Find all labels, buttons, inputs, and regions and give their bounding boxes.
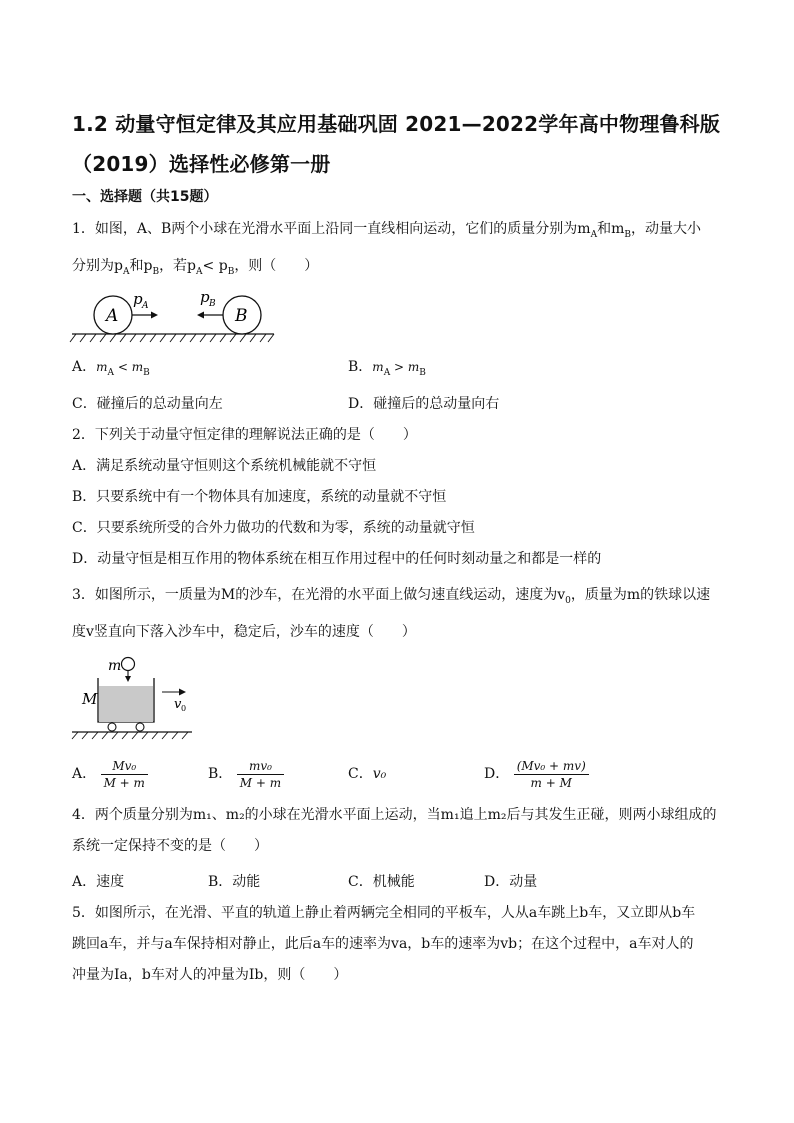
q3-option-d-den: m + M: [530, 775, 572, 790]
q1-option-b-sub2: B: [419, 367, 426, 378]
q1-sub-b: B: [624, 229, 631, 240]
q3-option-a[interactable]: [72, 754, 148, 794]
question-1-stem: [72, 214, 722, 288]
q3-ground-hatch: [72, 732, 188, 739]
q3-sand: [99, 686, 153, 722]
q3-text-1-sub: 0: [565, 595, 571, 606]
q1-option-b-rel: > m: [390, 360, 420, 374]
q3-option-b-fraction: [237, 758, 284, 791]
q3-option-d[interactable]: [484, 754, 589, 794]
q3-option-d-prefix: D．: [484, 766, 510, 782]
q1-label-pb: p: [200, 288, 210, 306]
q1-option-b[interactable]: [348, 357, 426, 383]
q4-option-b[interactable]: B．动能: [208, 874, 261, 890]
q1-text-2b: 和p: [129, 257, 153, 274]
q3-option-c[interactable]: [348, 754, 386, 794]
q1-arrow-b-head: [197, 312, 204, 319]
q3-wheel-left: [108, 723, 116, 731]
q3-drop-arrow-head: [125, 676, 131, 682]
q4-text-1: 4．两个质量分别为m₁、m₂的小球在光滑水平面上运动，当m₁追上m₂后与其发生正碰，则两小球组成的: [72, 807, 717, 823]
q1-sub-pa2: A: [196, 266, 203, 277]
q3-option-a-prefix: A．: [72, 766, 97, 782]
q1-text-2d: < p: [202, 257, 228, 274]
question-5-stem: [72, 898, 722, 991]
section-heading: 一、选择题（共15题）: [72, 189, 218, 205]
question-4-stem: [72, 800, 722, 862]
q1-text-2: 分别为p: [72, 257, 123, 274]
q1-sub-pa: A: [122, 266, 130, 277]
q1-label-pa: p: [133, 290, 143, 308]
q1-option-a-sub: A: [107, 367, 115, 378]
q1-figure: [68, 284, 278, 346]
q1-sub-pb: B: [152, 266, 160, 277]
q1-text-2c: ，若p: [159, 257, 197, 274]
q3-option-a-den: M + m: [103, 775, 145, 790]
q1-option-a-rel: < m: [114, 360, 144, 374]
q1-option-a-sub2: B: [143, 367, 150, 378]
q3-option-b-num: mv₀: [237, 758, 284, 775]
q4-option-a[interactable]: A．速度: [72, 874, 125, 890]
q3-option-d-fraction: [514, 758, 589, 791]
question-2-stem: 2．下列关于动量守恒定律的理解说法正确的是（ ）: [72, 427, 417, 443]
q1-ball-b-label: B: [235, 306, 248, 326]
q1-text-1: 1．如图，A、B两个小球在光滑水平面上沿同一直线相向运动，它们的质量分别为m: [72, 221, 591, 237]
q3-option-b[interactable]: [208, 754, 284, 794]
q5-text-1: 5．如图所示，在光滑、平直的轨道上静止着两辆完全相同的平板车，人从a车跳上b车，又立即从b车: [72, 905, 696, 921]
q1-sub-pb2: B: [227, 266, 235, 277]
q1-label-pa-sub: A: [142, 301, 149, 311]
q1-option-a[interactable]: [72, 357, 150, 383]
q3-option-a-num: Mv₀: [101, 758, 148, 775]
q1-text-1b: 和m: [597, 221, 625, 237]
q3-text-1: 3．如图所示，一质量为M的沙车，在光滑的水平面上做匀速直线运动，速度为v: [72, 587, 566, 603]
q1-ground-hatch: [70, 334, 274, 342]
q1-option-b-prefix: B．: [348, 359, 373, 375]
question-3-stem: [72, 580, 722, 648]
q3-label-m: m: [108, 658, 122, 674]
q5-text-2: 跳回a车，并与a车保持相对静止，此后a车的速率为va，b车的速率为vb；在这个过程中，a车对人的: [72, 936, 694, 952]
q3-option-a-fraction: [101, 758, 148, 791]
q3-text-1b: ，质量为m的铁球以速: [570, 587, 711, 603]
q3-velocity-arrow-head: [179, 689, 186, 696]
q1-ball-a-label: A: [106, 306, 119, 326]
q1-sub-a: A: [590, 229, 598, 240]
q1-option-b-sub: A: [383, 367, 391, 378]
q3-text-2: 度v竖直向下落入沙车中，稳定后，沙车的速度（ ）: [72, 623, 416, 640]
q3-option-c-text: v₀: [372, 766, 387, 782]
q1-option-b-m: m: [372, 360, 384, 374]
q2-option-c[interactable]: C．只要系统所受的合外力做功的代数和为零，系统的动量就守恒: [72, 520, 475, 536]
q3-option-c-prefix: C．: [348, 766, 373, 782]
q2-option-a[interactable]: A．满足系统动量守恒则这个系统机械能就不守恒: [72, 458, 377, 474]
q3-label-M: M: [82, 690, 98, 708]
q3-option-b-prefix: B．: [208, 766, 233, 782]
q1-option-d[interactable]: D．碰撞后的总动量向右: [348, 396, 500, 412]
q3-option-b-den: M + m: [239, 775, 282, 790]
q4-option-c[interactable]: C．机械能: [348, 874, 415, 890]
q5-text-3: 冲量为Ia，b车对人的冲量为Ib，则（ ）: [72, 967, 348, 983]
q1-label-pb-sub: B: [209, 299, 216, 309]
q3-iron-ball: [122, 658, 135, 671]
q1-option-c[interactable]: C．碰撞后的总动量向左: [72, 396, 223, 412]
q3-option-d-num: (Mv₀ + mv): [514, 758, 589, 775]
q2-option-d[interactable]: D．动量守恒是相互作用的物体系统在相互作用过程中的任何时刻动量之和都是一样的: [72, 551, 602, 567]
q1-text-1c: ，动量大小: [631, 221, 701, 237]
q1-text-2e: ，则（ ）: [234, 257, 319, 274]
q4-option-d[interactable]: D．动量: [484, 874, 538, 890]
q2-option-b[interactable]: B．只要系统中有一个物体具有加速度，系统的动量就不守恒: [72, 489, 447, 505]
q3-wheel-right: [136, 723, 144, 731]
q4-text-2: 系统一定保持不变的是（ ）: [72, 838, 268, 854]
q3-label-v: v: [174, 697, 182, 712]
q3-figure: [68, 650, 198, 742]
page-title: 1.2 动量守恒定律及其应用基础巩固 2021—2022学年高中物理鲁科版（2019）选择性必修第一册: [72, 112, 721, 176]
q3-label-v-sub: 0: [181, 704, 187, 713]
q1-arrow-a-head: [151, 312, 158, 319]
q1-option-a-m: m: [96, 360, 108, 374]
q1-option-a-prefix: A．: [72, 359, 97, 375]
